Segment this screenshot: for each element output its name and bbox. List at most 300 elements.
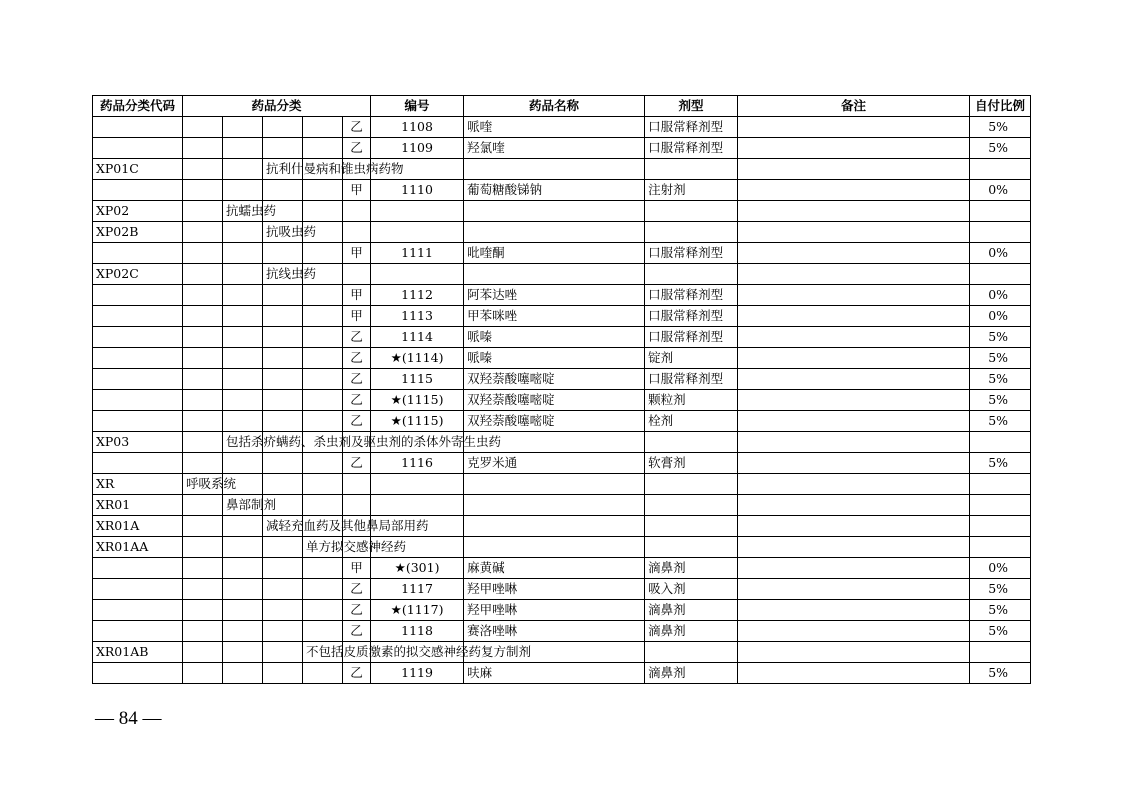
cell-category-level-4 [303, 495, 343, 516]
cell-category-level-3 [263, 180, 303, 201]
cell-drug-name: 哌喹 [464, 117, 645, 138]
cell-grade: 甲 [343, 243, 371, 264]
cell-drug-name: 克罗米通 [464, 453, 645, 474]
cell-category-level-1 [183, 495, 223, 516]
cell-drug-name: 双羟萘酸噻嘧啶 [464, 369, 645, 390]
cell-grade: 乙 [343, 117, 371, 138]
cell-category-level-2 [223, 138, 263, 159]
cell-category-level-3 [263, 369, 303, 390]
cell-category-level-1 [183, 663, 223, 684]
cell-remark [738, 600, 970, 621]
cell-category-level-4 [303, 579, 343, 600]
cell-dosage-form: 滴鼻剂 [645, 663, 738, 684]
cell-grade: 甲 [343, 180, 371, 201]
cell-ratio: 0% [970, 243, 1031, 264]
cell-remark [738, 306, 970, 327]
cell-ratio: 5% [970, 348, 1031, 369]
header-category: 药品分类 [183, 96, 371, 117]
cell-category-level-2 [223, 180, 263, 201]
cell-category-level-2 [223, 453, 263, 474]
cell-remark [738, 327, 970, 348]
cell-ratio [970, 537, 1031, 558]
cell-code: XP02B [93, 222, 183, 243]
cell-grade [343, 222, 371, 243]
cell-code [93, 663, 183, 684]
cell-category-level-1 [183, 201, 223, 222]
drug-row [93, 117, 1031, 138]
cell-dosage-form [645, 642, 738, 663]
cell-category-level-4 [303, 180, 343, 201]
cell-code: XR01AA [93, 537, 183, 558]
cell-dosage-form: 口服常释剂型 [645, 285, 738, 306]
cell-drug-name: 羟氯喹 [464, 138, 645, 159]
cell-category-level-1 [183, 138, 223, 159]
cell-category-level-2 [223, 327, 263, 348]
cell-code [93, 411, 183, 432]
cell-drug-name [464, 222, 645, 243]
cell-dosage-form [645, 159, 738, 180]
cell-grade: 乙 [343, 138, 371, 159]
cell-code [93, 600, 183, 621]
cell-code [93, 327, 183, 348]
cell-category-level-4 [303, 600, 343, 621]
cell-drug-name: 哌嗪 [464, 348, 645, 369]
cell-code [93, 117, 183, 138]
drug-row [93, 600, 1031, 621]
cell-category-level-1 [183, 432, 223, 453]
cell-drug-name: 双羟萘酸噻嘧啶 [464, 411, 645, 432]
cell-category-level-1 [183, 390, 223, 411]
cell-drug-name [464, 537, 645, 558]
category-label: 抗线虫药 [266, 266, 317, 281]
cell-ratio [970, 495, 1031, 516]
cell-category-level-1 [183, 117, 223, 138]
cell-category-level-4 [303, 537, 407, 558]
cell-remark [738, 264, 970, 285]
cell-dosage-form: 口服常释剂型 [645, 117, 738, 138]
cell-category-level-4 [303, 621, 343, 642]
cell-category-level-1 [183, 579, 223, 600]
cell-category-level-2 [223, 306, 263, 327]
cell-category-level-4 [303, 327, 343, 348]
cell-drug-name: 双羟萘酸噻嘧啶 [464, 390, 645, 411]
cell-drug-name [464, 474, 645, 495]
cell-code [93, 558, 183, 579]
cell-ratio: 5% [970, 663, 1031, 684]
cell-remark [738, 180, 970, 201]
cell-remark [738, 390, 970, 411]
cell-code: XP03 [93, 432, 183, 453]
cell-category-level-2 [223, 558, 263, 579]
cell-code: XR01AB [93, 642, 183, 663]
cell-remark [738, 516, 970, 537]
cell-remark [738, 117, 970, 138]
cell-number [371, 264, 464, 285]
header-number: 编号 [371, 96, 464, 117]
cell-grade: 乙 [343, 579, 371, 600]
cell-dosage-form: 口服常释剂型 [645, 327, 738, 348]
category-row [93, 201, 1031, 222]
cell-drug-name [464, 495, 645, 516]
cell-category-level-4 [303, 390, 343, 411]
cell-number: 1116 [371, 453, 464, 474]
cell-ratio [970, 516, 1031, 537]
cell-number: 1118 [371, 621, 464, 642]
cell-grade: 乙 [343, 327, 371, 348]
cell-dosage-form: 口服常释剂型 [645, 369, 738, 390]
cell-category-level-3 [263, 642, 303, 663]
cell-number: 1115 [371, 369, 464, 390]
cell-remark [738, 537, 970, 558]
cell-dosage-form [645, 432, 738, 453]
cell-code [93, 579, 183, 600]
cell-category-level-3 [263, 579, 303, 600]
category-row [93, 264, 1031, 285]
cell-grade: 甲 [343, 558, 371, 579]
cell-category-level-4 [303, 243, 343, 264]
cell-number: 1109 [371, 138, 464, 159]
cell-category-level-1 [183, 600, 223, 621]
cell-dosage-form [645, 264, 738, 285]
cell-grade: 乙 [343, 621, 371, 642]
cell-code: XP02 [93, 201, 183, 222]
drug-row [93, 453, 1031, 474]
category-label: 包括杀疥螨药、杀虫剂及驱虫剂的杀体外寄生虫药 [226, 434, 502, 449]
cell-code [93, 243, 183, 264]
cell-category-level-1 [183, 537, 223, 558]
cell-category-level-3 [263, 537, 303, 558]
cell-dosage-form [645, 495, 738, 516]
cell-category-level-1 [183, 621, 223, 642]
cell-category-level-1 [183, 327, 223, 348]
cell-ratio [970, 222, 1031, 243]
cell-grade: 甲 [343, 285, 371, 306]
cell-ratio: 5% [970, 621, 1031, 642]
cell-category-level-3 [263, 663, 303, 684]
cell-number: 1113 [371, 306, 464, 327]
cell-category-level-4 [303, 642, 532, 663]
header-ratio: 自付比例 [970, 96, 1031, 117]
cell-grade: 乙 [343, 369, 371, 390]
cell-category-level-2 [223, 222, 263, 243]
cell-ratio: 0% [970, 285, 1031, 306]
cell-remark [738, 621, 970, 642]
cell-number: 1110 [371, 180, 464, 201]
category-row [93, 159, 1031, 180]
cell-category-level-2 [223, 369, 263, 390]
cell-ratio: 5% [970, 369, 1031, 390]
category-label: 减轻充血药及其他鼻局部用药 [266, 518, 429, 533]
cell-grade [343, 474, 371, 495]
cell-dosage-form: 软膏剂 [645, 453, 738, 474]
cell-category-level-1 [183, 222, 223, 243]
cell-grade: 乙 [343, 663, 371, 684]
page-number: — 84 — [95, 708, 162, 729]
cell-remark [738, 411, 970, 432]
cell-category-level-3 [263, 411, 303, 432]
cell-code [93, 306, 183, 327]
cell-ratio: 0% [970, 306, 1031, 327]
cell-code: XR01 [93, 495, 183, 516]
cell-number: 1117 [371, 579, 464, 600]
cell-remark [738, 369, 970, 390]
cell-remark [738, 453, 970, 474]
cell-dosage-form [645, 201, 738, 222]
cell-category-level-1 [183, 642, 223, 663]
cell-category-level-3 [263, 516, 429, 537]
cell-number: ★(1115) [371, 390, 464, 411]
cell-number: 1114 [371, 327, 464, 348]
cell-category-level-3 [263, 222, 317, 243]
cell-drug-name [464, 159, 645, 180]
cell-ratio [970, 159, 1031, 180]
category-label: 抗吸虫药 [266, 224, 317, 239]
cell-remark [738, 495, 970, 516]
cell-code: XR01A [93, 516, 183, 537]
drug-row [93, 663, 1031, 684]
category-label: 单方拟交感神经药 [306, 539, 407, 554]
cell-dosage-form: 栓剂 [645, 411, 738, 432]
cell-grade [343, 201, 371, 222]
cell-category-level-2 [223, 663, 263, 684]
cell-number: ★(301) [371, 558, 464, 579]
cell-category-level-1 [183, 474, 237, 495]
cell-remark [738, 159, 970, 180]
cell-category-level-1 [183, 411, 223, 432]
cell-category-level-3 [263, 474, 303, 495]
cell-category-level-2 [223, 159, 263, 180]
cell-code [93, 348, 183, 369]
cell-dosage-form: 注射剂 [645, 180, 738, 201]
cell-number: ★(1115) [371, 411, 464, 432]
cell-category-level-1 [183, 369, 223, 390]
header-remark: 备注 [738, 96, 970, 117]
category-label: 不包括皮质激素的拟交感神经药复方制剂 [306, 644, 532, 659]
cell-category-level-1 [183, 558, 223, 579]
cell-ratio [970, 474, 1031, 495]
cell-drug-name: 赛洛唑啉 [464, 621, 645, 642]
cell-dosage-form: 颗粒剂 [645, 390, 738, 411]
cell-category-level-2 [223, 579, 263, 600]
header-dosage: 剂型 [645, 96, 738, 117]
cell-ratio: 5% [970, 390, 1031, 411]
cell-drug-name: 呋麻 [464, 663, 645, 684]
cell-number: 1111 [371, 243, 464, 264]
cell-number: 1108 [371, 117, 464, 138]
cell-remark [738, 432, 970, 453]
cell-remark [738, 348, 970, 369]
cell-remark [738, 558, 970, 579]
cell-remark [738, 285, 970, 306]
cell-category-level-1 [183, 180, 223, 201]
cell-remark [738, 138, 970, 159]
cell-category-level-2 [223, 600, 263, 621]
drug-row [93, 390, 1031, 411]
drug-row [93, 579, 1031, 600]
drug-row [93, 285, 1031, 306]
category-row [93, 432, 1031, 453]
cell-code: XR [93, 474, 183, 495]
cell-category-level-3 [263, 285, 303, 306]
cell-remark [738, 579, 970, 600]
category-label: 抗蠕虫药 [226, 203, 277, 218]
category-row [93, 495, 1031, 516]
cell-category-level-2 [223, 516, 263, 537]
cell-grade: 乙 [343, 453, 371, 474]
cell-dosage-form: 口服常释剂型 [645, 138, 738, 159]
drug-row [93, 411, 1031, 432]
cell-drug-name [464, 516, 645, 537]
cell-category-level-1 [183, 285, 223, 306]
cell-number [371, 201, 464, 222]
cell-category-level-3 [263, 159, 404, 180]
drug-row [93, 180, 1031, 201]
drug-row [93, 558, 1031, 579]
cell-category-level-2 [223, 348, 263, 369]
drug-catalog-table [92, 95, 1031, 684]
cell-category-level-1 [183, 306, 223, 327]
drug-row [93, 243, 1031, 264]
cell-category-level-4 [303, 558, 343, 579]
cell-number: 1112 [371, 285, 464, 306]
cell-category-level-3 [263, 327, 303, 348]
cell-category-level-2 [223, 495, 277, 516]
cell-drug-name: 哌嗪 [464, 327, 645, 348]
cell-category-level-2 [223, 285, 263, 306]
cell-category-level-4 [303, 369, 343, 390]
cell-dosage-form [645, 537, 738, 558]
cell-category-level-2 [223, 201, 277, 222]
cell-drug-name [464, 264, 645, 285]
cell-category-level-2 [223, 621, 263, 642]
cell-category-level-3 [263, 264, 317, 285]
cell-code [93, 180, 183, 201]
category-row [93, 222, 1031, 243]
category-row [93, 642, 1031, 663]
cell-remark [738, 474, 970, 495]
cell-grade: 乙 [343, 348, 371, 369]
cell-drug-name: 麻黄碱 [464, 558, 645, 579]
cell-category-level-4 [303, 453, 343, 474]
drug-row [93, 348, 1031, 369]
cell-grade: 乙 [343, 411, 371, 432]
drug-row [93, 306, 1031, 327]
cell-ratio [970, 201, 1031, 222]
cell-category-level-3 [263, 600, 303, 621]
cell-category-level-3 [263, 390, 303, 411]
cell-dosage-form [645, 474, 738, 495]
cell-dosage-form: 口服常释剂型 [645, 243, 738, 264]
cell-dosage-form: 锭剂 [645, 348, 738, 369]
cell-category-level-4 [303, 663, 343, 684]
table-header-row [93, 96, 1031, 117]
cell-category-level-2 [223, 390, 263, 411]
cell-category-level-3 [263, 621, 303, 642]
cell-ratio: 5% [970, 411, 1031, 432]
cell-ratio [970, 264, 1031, 285]
cell-code [93, 390, 183, 411]
cell-drug-name: 羟甲唑啉 [464, 600, 645, 621]
cell-category-level-4 [303, 348, 343, 369]
category-label: 鼻部制剂 [226, 497, 277, 512]
cell-number: ★(1117) [371, 600, 464, 621]
cell-remark [738, 663, 970, 684]
cell-code [93, 285, 183, 306]
cell-category-level-3 [263, 243, 303, 264]
cell-grade: 甲 [343, 306, 371, 327]
cell-grade [343, 495, 371, 516]
cell-category-level-1 [183, 348, 223, 369]
cell-category-level-2 [223, 264, 263, 285]
header-code: 药品分类代码 [93, 96, 183, 117]
category-label: 抗利什曼病和锥虫病药物 [266, 161, 404, 176]
cell-ratio: 5% [970, 579, 1031, 600]
cell-drug-name: 羟甲唑啉 [464, 579, 645, 600]
cell-category-level-3 [263, 306, 303, 327]
cell-code: XP02C [93, 264, 183, 285]
cell-grade [343, 264, 371, 285]
cell-dosage-form: 滴鼻剂 [645, 600, 738, 621]
cell-remark [738, 642, 970, 663]
cell-category-level-2 [223, 642, 263, 663]
cell-drug-name: 葡萄糖酸锑钠 [464, 180, 645, 201]
cell-ratio: 5% [970, 138, 1031, 159]
cell-category-level-4 [303, 201, 343, 222]
cell-grade: 乙 [343, 390, 371, 411]
cell-code [93, 138, 183, 159]
category-row [93, 474, 1031, 495]
cell-ratio: 5% [970, 117, 1031, 138]
cell-code [93, 621, 183, 642]
cell-category-level-2 [223, 432, 502, 453]
cell-dosage-form: 吸入剂 [645, 579, 738, 600]
cell-ratio [970, 642, 1031, 663]
cell-dosage-form: 滴鼻剂 [645, 558, 738, 579]
cell-category-level-4 [303, 306, 343, 327]
cell-remark [738, 222, 970, 243]
cell-category-level-1 [183, 264, 223, 285]
cell-ratio: 5% [970, 327, 1031, 348]
cell-grade: 乙 [343, 600, 371, 621]
cell-category-level-2 [223, 243, 263, 264]
cell-drug-name: 吡喹酮 [464, 243, 645, 264]
cell-category-level-4 [303, 411, 343, 432]
cell-category-level-1 [183, 453, 223, 474]
drug-row [93, 327, 1031, 348]
cell-category-level-4 [303, 117, 343, 138]
cell-category-level-3 [263, 138, 303, 159]
cell-code [93, 453, 183, 474]
cell-ratio: 0% [970, 180, 1031, 201]
cell-dosage-form: 口服常释剂型 [645, 306, 738, 327]
cell-drug-name: 阿苯达唑 [464, 285, 645, 306]
category-row [93, 516, 1031, 537]
cell-remark [738, 201, 970, 222]
cell-number [371, 222, 464, 243]
cell-drug-name: 甲苯咪唑 [464, 306, 645, 327]
cell-category-level-3 [263, 558, 303, 579]
cell-code: XP01C [93, 159, 183, 180]
cell-number: 1119 [371, 663, 464, 684]
cell-category-level-3 [263, 348, 303, 369]
cell-dosage-form [645, 516, 738, 537]
cell-category-level-4 [303, 138, 343, 159]
cell-dosage-form [645, 222, 738, 243]
cell-category-level-4 [303, 285, 343, 306]
cell-category-level-1 [183, 159, 223, 180]
cell-ratio [970, 432, 1031, 453]
cell-dosage-form: 滴鼻剂 [645, 621, 738, 642]
